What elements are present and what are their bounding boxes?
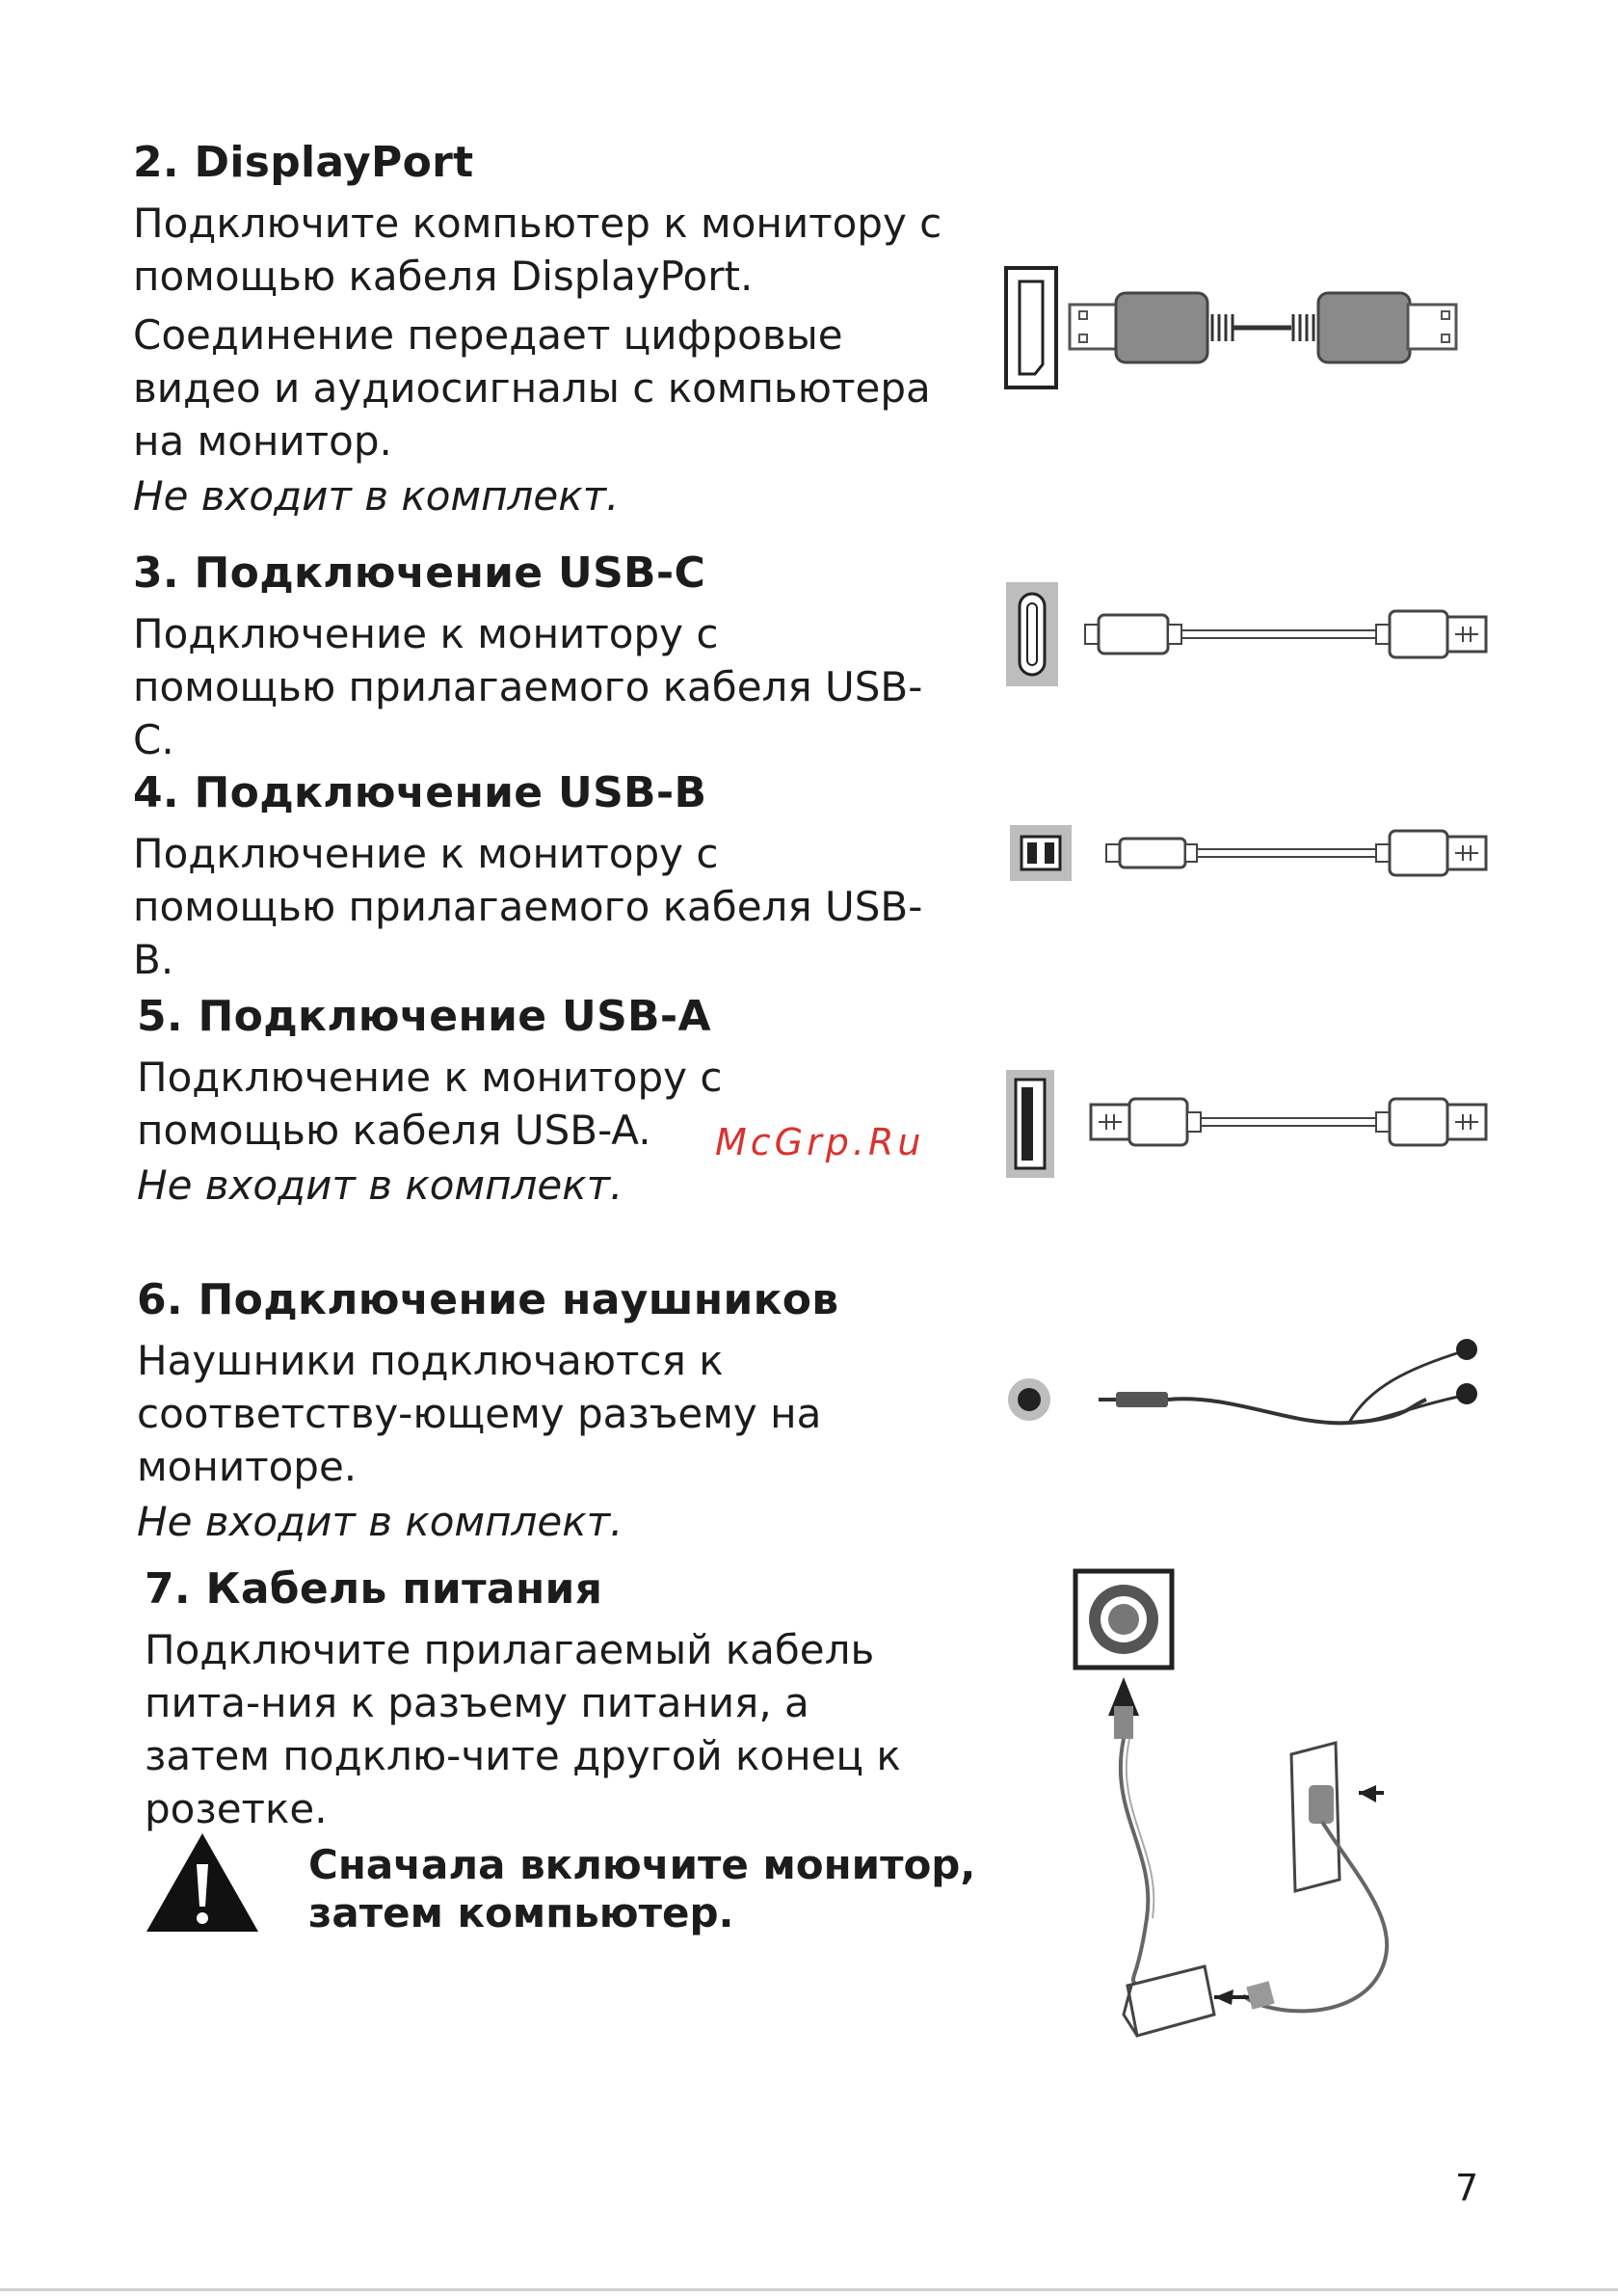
power-cable-figure — [1070, 1562, 1494, 2063]
section-note: Не входит в комплект. — [137, 1161, 623, 1209]
section-title: 6. Подключение наушников — [137, 1275, 839, 1324]
section-power-cable — [145, 1562, 954, 1835]
section-headphones — [137, 1272, 975, 1551]
usb-b-cable-figure — [1002, 819, 1494, 887]
watermark: McGrp.Ru — [715, 1121, 925, 1163]
section-usb-c — [133, 546, 971, 766]
section-displayport — [133, 135, 962, 525]
section-title: 2. DisplayPort — [133, 138, 474, 187]
warning-text: Сначала включите монитор, затем компьютер. — [308, 1841, 976, 1936]
section-title: 7. Кабель питания — [145, 1564, 603, 1614]
section-body: Подключите компьютер к монитору с помощью кабеля DisplayPort. — [133, 200, 942, 300]
usb-c-cable-figure — [1002, 576, 1494, 692]
section-body: Подключение к монитору с помощью прилагаемого кабеля USB-C. — [133, 610, 923, 763]
section-body: Наушники подключаются к соответству-ющему разъему на мониторе. — [137, 1337, 822, 1490]
section-usb-b — [133, 765, 971, 986]
usb-a-cable-figure — [1002, 1066, 1494, 1182]
headphones-cable-figure — [1002, 1330, 1494, 1455]
section-note: Не входит в комплект. — [137, 1498, 623, 1545]
page-number: 7 — [1455, 2167, 1479, 2209]
page-bottom-rule — [0, 2288, 1618, 2291]
section-body: Подключение к монитору с помощью кабеля USB-A. — [137, 1054, 723, 1154]
section-body: Подключение к монитору с помощью прилагаемого кабеля USB-B. — [133, 830, 923, 983]
section-body: Соединение передает цифровые видео и аудиосигналы с компьютера на монитор. — [133, 311, 931, 465]
section-title: 4. Подключение USB-B — [133, 768, 707, 817]
displayport-cable-figure — [1002, 260, 1494, 395]
section-title: 3. Подключение USB-C — [133, 548, 706, 598]
warning-triangle-icon — [143, 1829, 262, 1939]
section-body: Подключите прилагаемый кабель пита-ния к разъему питания, а затем подклю-чите другой конец к розетке. — [145, 1626, 901, 1832]
section-note: Не входит в комплект. — [133, 472, 620, 520]
section-title: 5. Подключение USB-A — [137, 992, 711, 1041]
section-usb-a — [137, 989, 975, 1215]
